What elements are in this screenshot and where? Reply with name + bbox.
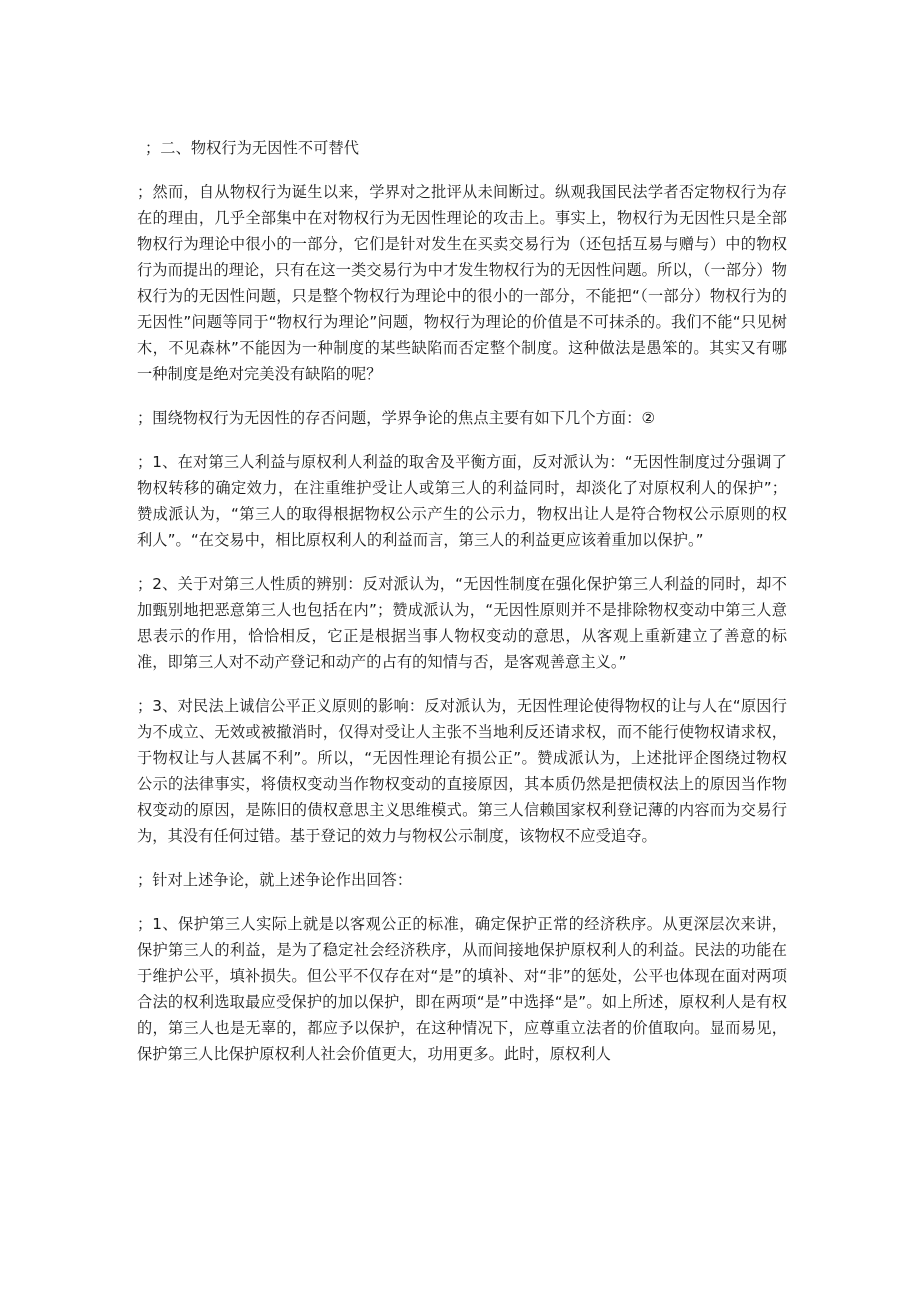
paragraph-response-intro: ；针对上述争论，就上述争论作出回答： <box>137 871 413 889</box>
paragraph-point-2: ；2、关于对第三人性质的辨别：反对派认为，“无因性制度在强化保护第三人利益的同时，却不加甄别地把恶意第三人也包括在内”；赞成派认为，“无因性原则并不是排除物权变动中第三人意思表示的作用，恰恰相反，它正是根据当事人物权变动的意思，从客观上重新建立了善意的标准，即第三人对不动产登记和动产的占有的知情与否，是客观善意主义。” <box>137 575 787 671</box>
section-heading: ；二、物权行为无因性不可替代 <box>145 139 360 157</box>
paragraph-criticism: ；然而，自从物权行为诞生以来，学界对之批评从未间断过。纵观我国民法学者否定物权行为存在的理由，几乎全部集中在对物权行为无因性理论的攻击上。事实上，物权行为无因性只是全部物权行为理论中很小的一部分，它们是针对发生在买卖交易行为（还包括互易与赠与）中的物权行为而提出的理论，只有在这一类交易行为中才发生物权行为的无因性问题。所以，（一部分）物权行为的无因性问题，只是整个物权行为理论中的很小的一部分，不能把“（一部分）物权行为的无因性”问题等同于“物权行为理论”问题，物权行为理论的价值是不可抹杀的。我们不能“只见树木，不见森林”不能因为一种制度的某些缺陷而否定整个制度。这种做法是愚笨的。其实又有哪一种制度是绝对完美没有缺陷的呢？ <box>137 183 787 383</box>
paragraph-point-3: ；3、对民法上诚信公平正义原则的影响：反对派认为，无因性理论使得物权的让与人在“原因行为不成立、无效或被撤消时，仅得对受让人主张不当地利反还请求权，而不能行使物权请求权，于物权让与人甚属不利”。所以，“无因性理论有损公正”。赞成派认为，上述批评企图绕过物权公示的法律事实，将债权变动当作物权变动的直接原因，其本质仍然是把债权法上的原因当作物权变动的原因，是陈旧的债权意思主义思维模式。第三人信赖国家权利登记薄的内容而为交易行为，其没有任何过错。基于登记的效力与物权公示制度，该物权不应受追夺。 <box>137 697 787 845</box>
paragraph-debate-intro: ；围绕物权行为无因性的存否问题，学界争论的焦点主要有如下几个方面：② <box>137 409 656 427</box>
paragraph-response-1: ；1、保护第三人实际上就是以客观公正的标准，确定保护正常的经济秩序。从更深层次来讲，保护第三人的利益，是为了稳定社会经济秩序，从而间接地保护原权利人的利益。民法的功能在于维护公平，填补损失。但公平不仅存在对“是”的填补、对“非”的惩处，公平也体现在面对两项合法的权利选取最应受保护的加以保护，即在两项“是”中选择“是”。如上所述，原权利人是有权的，第三人也是无辜的，都应予以保护，在这种情况下，应尊重立法者的价值取向。显而易见，保护第三人比保护原权利人社会价值更大，功用更多。此时，原权利人 <box>137 915 787 1063</box>
paragraph-point-1: ；1、在对第三人利益与原权利人利益的取舍及平衡方面，反对派认为：“无因性制度过分强调了物权转移的确定效力，在注重维护受让人或第三人的利益同时，却淡化了对原权利人的保护”；赞成派认为，“第三人的取得根据物权公示产生的公示力，物权出让人是符合物权公示原则的权利人”。“在交易中，相比原权利人的利益而言，第三人的利益更应该着重加以保护。” <box>137 453 787 549</box>
document-body <box>137 135 787 1085</box>
